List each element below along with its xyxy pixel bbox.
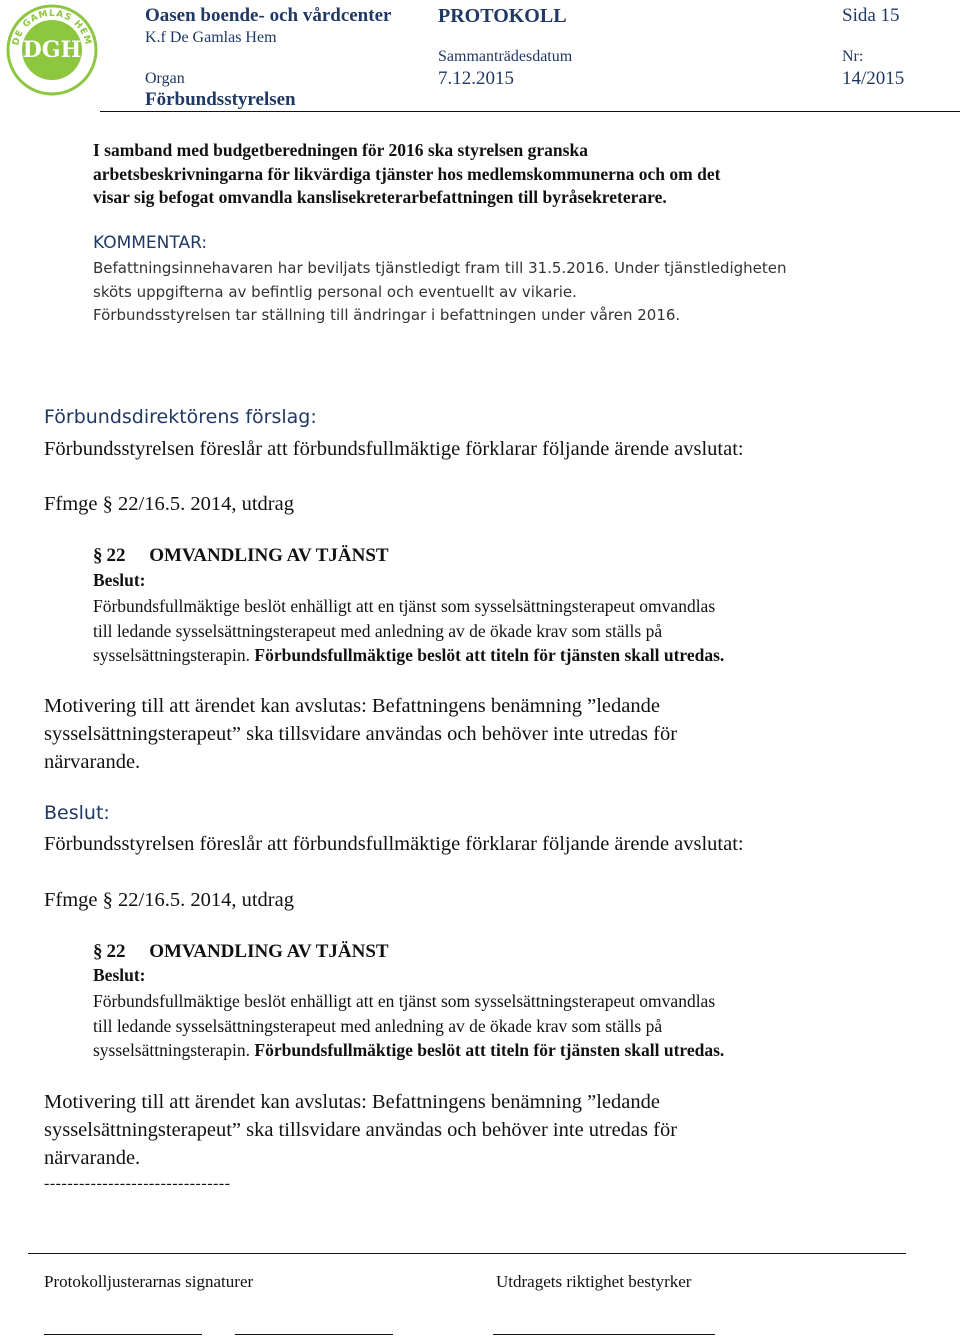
minutes-checkers-label: Protokolljusterarnas signaturer: [44, 1272, 254, 1291]
motivation-line: Motivering till att ärendet kan avslutas: Befattningens benämning ”ledande: [44, 1091, 660, 1113]
decision-text: Förbundsstyrelsen föreslår att förbundsfullmäktige förklarar följande ärende avslutat:: [44, 833, 744, 855]
meeting-date-value: 7.12.2015: [438, 68, 514, 89]
reference-detail: 22/16.5. 2014, utdrag: [118, 493, 294, 515]
proposal-reference: [44, 490, 294, 518]
motivation-line: sysselsättningsterapeut” ska tillsvidare användas och behöver inte utredas för: [44, 1119, 678, 1141]
number-label: Nr:: [842, 48, 864, 65]
svg-text:DGH: DGH: [22, 37, 82, 63]
proposal-text: Förbundsstyrelsen föreslår att förbundsfullmäktige förklarar följande ärende avslutat:: [44, 438, 744, 460]
decision-motivation: [44, 1088, 944, 1172]
decision-line-bold: Förbundsfullmäktige beslöt att titeln för tjänsten skall utredas.: [254, 1040, 725, 1060]
comment-line: sköts uppgifterna av befintlig personal och eventuellt av vikarie.: [93, 282, 577, 301]
intro-paragraph: [93, 139, 943, 210]
document-type: PROTOKOLL: [438, 5, 567, 27]
proposal-section-title: [93, 545, 389, 567]
motivation-line: närvarande.: [44, 1147, 141, 1169]
decision-heading: Beslut:: [44, 802, 110, 824]
motivation-line: Motivering till att ärendet kan avslutas: Befattningens benämning ”ledande: [44, 695, 660, 717]
section-symbol: §: [93, 545, 103, 566]
number-value: 14/2015: [842, 68, 905, 89]
decision-line: till ledande sysselsättningsterapeut med anledning av de ökade krav som ställs på: [93, 620, 663, 641]
svg-text:OMALA: OMALA: [25, 60, 79, 81]
decision-line: [93, 1038, 953, 1063]
motivation-line: närvarande.: [44, 751, 141, 773]
organ-label: Organ: [145, 70, 185, 87]
section-symbol: §: [93, 941, 103, 962]
meeting-date-label: Sammanträdesdatum: [438, 48, 573, 65]
motivation-line: sysselsättningsterapeut” ska tillsvidare användas och behöver inte utredas för: [44, 723, 678, 745]
signature-line-3[interactable]: [493, 1334, 715, 1335]
comment-heading: KOMMENTAR:: [93, 233, 208, 253]
reference-prefix: Ffmge: [44, 493, 98, 515]
decision-beslut-label: Beslut:: [93, 965, 146, 985]
section-symbol: §: [102, 889, 113, 911]
comment-text: [93, 257, 953, 328]
decision-line-plain: sysselsättningsterapin.: [93, 645, 255, 665]
signature-line-1[interactable]: [44, 1334, 202, 1335]
comment-line: Befattningsinnehavaren har beviljats tjänstledigt fram till 31.5.2016. Under tjänstledigheten: [93, 259, 787, 277]
organization-subtitle: K.f De Gamlas Hem: [145, 29, 277, 46]
intro-line: visar sig befogat omvandla kanslisekreterarbefattningen till byråsekreterare.: [93, 187, 667, 207]
organization-name: Oasen boende- och vårdcenter: [145, 5, 392, 26]
intro-line: I samband med budgetberedningen för 2016 ska styrelsen granska: [93, 140, 588, 160]
decision-reference: [44, 886, 294, 914]
comment-line: Förbundsstyrelsen tar ställning till ändringar i befattningen under våren 2016.: [93, 306, 681, 324]
footer-rule: [28, 1253, 906, 1254]
end-dashes: --------------------------------: [44, 1175, 231, 1192]
decision-body-text: [93, 989, 953, 1063]
proposal-motivation: [44, 692, 944, 776]
proposal-decision-text: [93, 594, 953, 668]
intro-line: arbetsbeskrivningarna för likvärdiga tjänster hos medlemskommunerna och om det: [93, 163, 721, 184]
proposal-beslut-label: Beslut:: [93, 570, 146, 590]
page-number: Sida 15: [842, 5, 900, 26]
organ-value: Förbundsstyrelsen: [145, 89, 296, 110]
reference-prefix: Ffmge: [44, 889, 98, 911]
svg-text:DE GAMLAS HEM: DE GAMLAS HEM: [11, 8, 93, 47]
signature-line-2[interactable]: [235, 1334, 393, 1335]
decision-line: till ledande sysselsättningsterapeut med anledning av de ökade krav som ställs på: [93, 1015, 663, 1036]
decision-line: Förbundsfullmäktige beslöt enhälligt att en tjänst som sysselsättningsterapeut omvandlas: [93, 991, 716, 1011]
section-heading: 22 OMVANDLING AV TJÄNST: [106, 545, 389, 566]
extract-certified-label: Utdragets riktighet bestyrker: [496, 1272, 692, 1291]
decision-line: [93, 643, 953, 668]
decision-line-bold: Förbundsfullmäktige beslöt att titeln för tjänsten skall utredas.: [254, 645, 725, 665]
section-heading: 22 OMVANDLING AV TJÄNST: [106, 941, 389, 962]
decision-line-plain: sysselsättningsterapin.: [93, 1040, 255, 1060]
header-rule: [100, 111, 960, 112]
organization-logo: [4, 2, 100, 98]
decision-section-title: [93, 941, 389, 963]
section-symbol: §: [102, 493, 113, 515]
decision-line: Förbundsfullmäktige beslöt enhälligt att en tjänst som sysselsättningsterapeut omvandlas: [93, 596, 716, 616]
proposal-heading: Förbundsdirektörens förslag:: [44, 406, 317, 428]
reference-detail: 22/16.5. 2014, utdrag: [118, 889, 294, 911]
